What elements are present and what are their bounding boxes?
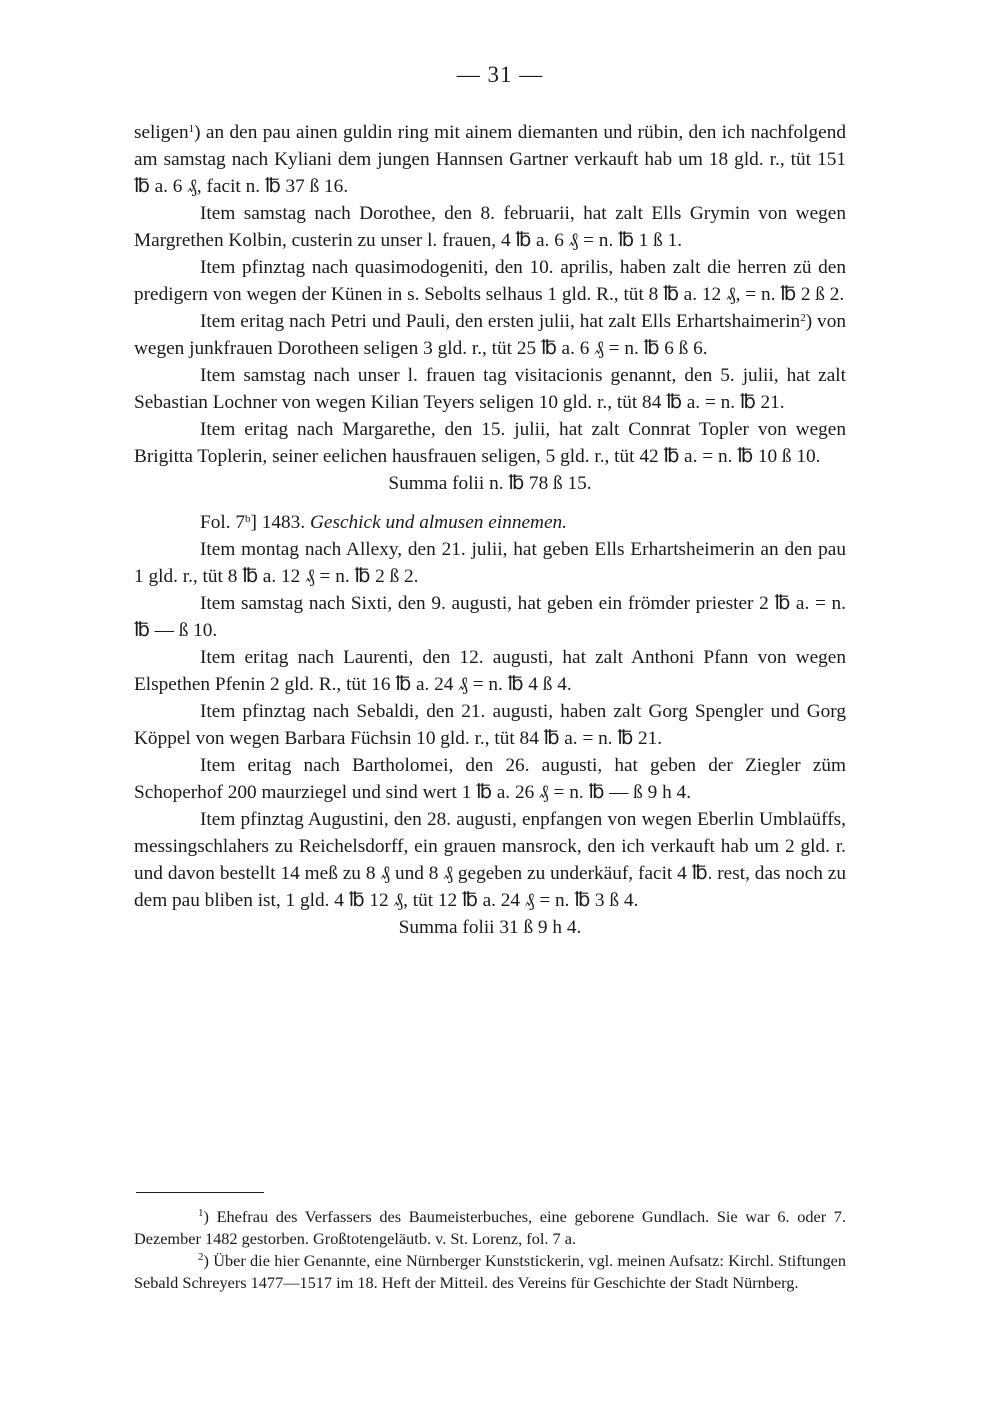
text-run: Item eritag nach Bartholomei, den 26. augusti, hat geben der Ziegler züm Schoperhof 200 maurziegel und sind wert 1 ℔ a. 26 ₰ = n. ℔ — ß 9 h 4. [134, 755, 846, 803]
text-run: seligen [134, 122, 189, 143]
continued-paragraph [134, 119, 846, 200]
entry-paragraph [134, 752, 846, 806]
main-text [134, 119, 846, 941]
entry-paragraph [134, 254, 846, 308]
entry-paragraph [134, 806, 846, 914]
folio-heading [134, 509, 846, 536]
text-run: ) Ehefrau des Verfassers des Baumeisterbuches, eine geborene Gundlach. Sie war 6. oder 7. Dezember 1482 gestorben. Großtotengeläutb. v. St. Lorenz, fol. 7 a. [134, 1207, 846, 1248]
text-run: Item pfinztag Augustini, den 28. augusti, enpfangen von wegen Eberlin Umblaüffs, messingschlahers zu Reichelsdorff, ein grauen mansrock, den ich verkauft hab um 2 gld. r. und davon bestellt 14 meß zu 8 ₰ und 8 ₰ gegeben zu underkäuf, facit 4 ℔. rest, das noch zu dem pau bliben ist, 1 gld. 4 ℔ 12 ₰, tüt 12 ℔ a. 24 ₰ = n. ℔ 3 ß 4. [134, 809, 846, 911]
text-run: ) an den pau ainen guldin ring mit ainem diemanten und rübin, den ich nachfolgend am samstag nach Kyliani dem jungen Hannsen Gartner verkauft hab um 18 gld. r., tüt 151 ℔ a. 6 ₰, facit n. ℔ 37 ß 16. [134, 122, 846, 197]
entry-paragraph [134, 308, 846, 362]
footnote [134, 1250, 846, 1294]
page-number: — 31 — [456, 62, 544, 87]
footnote-marker: 2 [800, 312, 806, 324]
entry-paragraph [134, 362, 846, 416]
text-run: ] 1483. [250, 512, 310, 533]
text-run: Summa folii n. ℔ 78 ß 15. [388, 473, 592, 494]
summa-line [134, 914, 846, 941]
footnote-marker: b [245, 513, 251, 525]
footnote-marker: 1 [188, 123, 195, 135]
text-run: Item samstag nach Sixti, den 9. augusti, hat geben ein frömder priester 2 ℔ a. = n. ℔ — ß 10. [134, 593, 846, 641]
entry-paragraph [134, 200, 846, 254]
entry-paragraph [134, 416, 846, 470]
text-run: Item pfinztag nach Sebaldi, den 21. augusti, haben zalt Gorg Spengler und Gorg Köppel von wegen Barbara Füchsin 10 gld. r., tüt 84 ℔ a. = n. ℔ 21. [134, 701, 846, 749]
text-run: ) Über die hier Genannte, eine Nürnberger Kunststickerin, vgl. meinen Aufsatz: Kirchl. Stiftungen Sebald Schreyers 1477—1517 im 18. Heft der Mitteil. des Vereins für Geschichte der Stadt Nürnberg. [134, 1251, 846, 1292]
text-run: Item pfinztag nach quasimodogeniti, den 10. aprilis, haben zalt die herren zü den predigern von wegen der Künen in s. Sebolts selhaus 1 gld. R., tüt 8 ℔ a. 12 ₰, = n. ℔ 2 ß 2. [134, 257, 846, 305]
text-run: Summa folii 31 ß 9 h 4. [398, 917, 582, 938]
text-run: Item samstag nach unser l. frauen tag visitacionis genannt, den 5. julii, hat zalt Sebastian Lochner von wegen Kilian Teyers seligen 10 gld. r., tüt 84 ℔ a. = n. ℔ 21. [134, 365, 846, 413]
footnote-marker: 1 [198, 1207, 204, 1219]
text-run: Item montag nach Allexy, den 21. julii, hat geben Ells Erhartsheimerin an den pau 1 gld. r., tüt 8 ℔ a. 12 ₰ = n. ℔ 2 ß 2. [134, 539, 846, 587]
footnote [134, 1206, 846, 1250]
footnote-marker: 2 [198, 1251, 204, 1263]
text-run: Fol. 7 [200, 512, 246, 533]
text-run: ) von wegen junkfrauen Dorotheen seligen 3 gld. r., tüt 25 ℔ a. 6 ₰ = n. ℔ 6 ß 6. [134, 311, 846, 359]
text-run: Item eritag nach Petri und Pauli, den ersten julii, hat zalt Ells Erhartshaimerin [200, 311, 801, 332]
entry-paragraph [134, 536, 846, 590]
text-run: Item eritag nach Laurenti, den 12. augusti, hat zalt Anthoni Pfann von wegen Elspethen Pfenin 2 gld. R., tüt 16 ℔ a. 24 ₰ = n. ℔ 4 ß 4. [134, 647, 846, 695]
footnote-rule [136, 1192, 264, 1193]
footnotes [134, 1206, 846, 1294]
entry-paragraph [134, 590, 846, 644]
summa-line [134, 470, 846, 497]
text-run: Item eritag nach Margarethe, den 15. julii, hat zalt Connrat Topler von wegen Brigitta Toplerin, seiner eelichen hausfrauen seligen, 5 gld. r., tüt 42 ℔ a. = n. ℔ 10 ß 10. [134, 419, 846, 467]
entry-paragraph [134, 644, 846, 698]
text-run: Item samstag nach Dorothee, den 8. februarii, hat zalt Ells Grymin von wegen Margrethen Kolbin, custerin zu unser l. frauen, 4 ℔ a. 6 ₰ = n. ℔ 1 ß 1. [134, 203, 846, 251]
entry-paragraph [134, 698, 846, 752]
section-heading-italic: Geschick und almusen einnemen. [309, 512, 567, 533]
